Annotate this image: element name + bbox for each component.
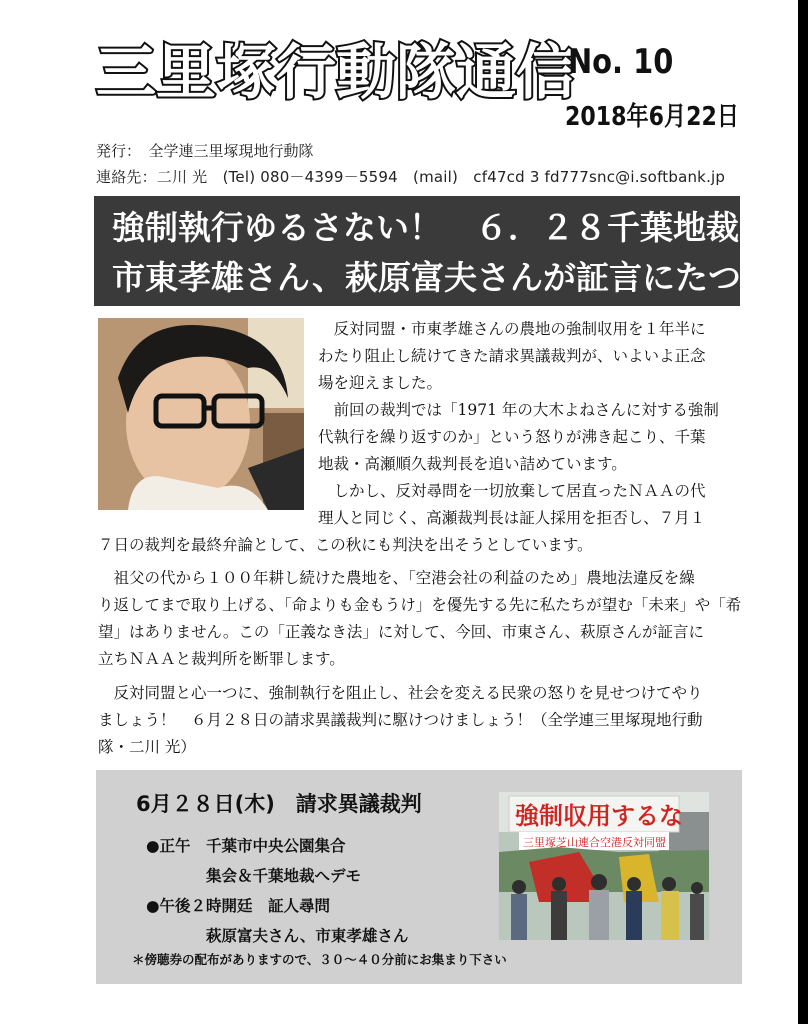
issue-date: 2018年6月22日 [565, 102, 739, 132]
paragraph-1-line: 場を迎えました。 [318, 374, 443, 392]
event-note: ＊傍聴券の配布がありますので、３０～４０分前にお集まり下さい [132, 952, 507, 967]
paragraph-5 [98, 680, 703, 761]
paragraph-2-line: 代執行を繰り返すのか」という怒りが沸き起こり、千葉 [318, 428, 706, 446]
headline-banner [94, 196, 805, 306]
paragraph-3-line: しかし、反対尋問を一切放棄して居直ったＮＡＡの代 [318, 482, 706, 500]
issue-number: No. 10 [568, 42, 674, 82]
contact-line: 連絡先：二川 光 (Tel) 080－4399－5594 (mail) cf47cd 3 fd777snc@i.softbank.jp [96, 168, 726, 186]
paragraph-2 [318, 397, 719, 478]
publisher-line: 発行： 全学連三里塚現地行動隊 [96, 142, 314, 160]
paragraph-2-line: 前回の裁判では「1971 年の大木よねさんに対する強制 [318, 401, 719, 419]
page-edge [798, 0, 808, 1024]
paragraph-4-line: 祖父の代から１００年耕し続けた農地を、「空港会社の利益のため」農地法違反を繰 [98, 569, 695, 587]
paragraph-5-line: 隊・二川 光） [98, 738, 196, 756]
event-item-2: ●午後２時開廷 証人尋問 [146, 897, 331, 915]
event-item-1: ●正午 千葉市中央公園集合 [146, 837, 346, 855]
demonstration-photo [499, 792, 709, 940]
paragraph-1-line: わたり阻止し続けてきた請求異議裁判が、いよいよ正念 [318, 347, 706, 365]
paragraph-4 [98, 565, 741, 673]
paragraph-5-line: 反対同盟と心一つに、強制執行を阻止し、社会を変える民衆の怒りを見せつけてやり [98, 684, 703, 702]
paragraph-2-line: 地裁・高瀬順久裁判長を追い詰めています。 [318, 455, 627, 473]
paragraph-3-line: 理人と同じく、高瀬裁判長は証人採用を拒否し、７月１ [318, 509, 706, 527]
headline-line-2: 市東孝雄さん、萩原富夫さんが証言にたつ！ [112, 258, 774, 297]
event-title: 6月２８日(木) 請求異議裁判 [136, 792, 422, 816]
paragraph-5-line: ましょう！ ６月２８日の請求異議裁判に駆けつけましょう！（全学連三里塚現地行動 [98, 711, 703, 729]
paragraph-4-line: 望」はありません。この「正義なき法」に対して、今回、市東さん、萩原さんが証言に [98, 623, 705, 641]
event-info-box [96, 770, 742, 984]
paragraph-3 [98, 478, 706, 559]
newsletter-title: 三里塚行動隊通信 [96, 38, 576, 108]
demonstration-image [499, 792, 709, 940]
paragraph-1 [318, 316, 706, 397]
event-item-2-detail: 萩原富夫さん、市東孝雄さん [206, 927, 409, 945]
event-item-1-detail: 集会＆千葉地裁へデモ [206, 867, 362, 885]
banner-subtext: 三里塚芝山連合空港反対同盟 [523, 836, 666, 849]
paragraph-3-line: ７日の裁判を最終弁論として、この秋にも判決を出そうとしています。 [98, 536, 593, 554]
portrait-image [98, 318, 304, 510]
portrait-photo [98, 318, 304, 510]
paragraph-4-line: 立ちＮＡＡと裁判所を断罪します。 [98, 650, 345, 668]
paragraph-1-line: 反対同盟・市東孝雄さんの農地の強制収用を１年半に [318, 320, 706, 338]
banner-text: 強制収用するな [515, 802, 683, 830]
headline-line-1: 強制執行ゆるさない！ ６．２８千葉地裁へ！ [112, 208, 805, 247]
paragraph-4-line: り返してまで取り上げる、「命よりも金もうけ」を優先する先に私たちが望む「未来」や「希 [98, 596, 742, 614]
